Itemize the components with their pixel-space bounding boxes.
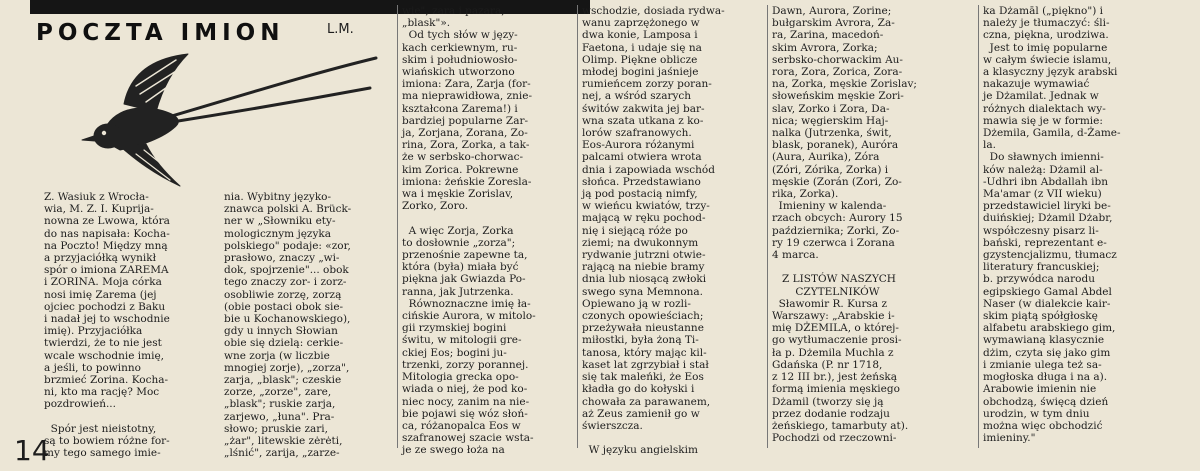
column-divider <box>767 5 768 448</box>
author-initials: L.M. <box>327 22 354 37</box>
swallow-illustration <box>80 52 380 190</box>
text-column-6: ka Dżamāl („piękno") i należy je tłumaczyć: śli- czna, piękna, urodziwa. Jest to imię popularne w całym świecie islamu, a klasyczny język arabski nakazuje wymawiać je Dżamilat. Jednak w różnych dialektach wy- mawia się je w formie: Dżemila, Gamila, d-Żame- la. Do sławnych imienni- ków należą: Dżamil al- -Udhri ibn Abdallah ibn Ma'amar (z VII wieku) przedstawiciel liryki be- duińskiej; Dżamil Dżabr, współczesny pisarz li- bański, reprezentant e- gzystencjalizmu, tłumacz literatury francuskiej; b. przywódca narodu egipskiego Gamal Abdel Naser (w dialekcie kair- skim piątą spółgłoskę alfabetu arabskiego gim, wymawianą klasycznie dżim, czyta się jako gim i zmianie ulega też sa- mogłoska długa i na a). Arabowie imienin nie obchodzą, święcą dzień urodzin, w tym dniu można więc obchodzić imieniny." <box>983 5 1121 445</box>
column-divider <box>577 5 578 448</box>
text-column-5: Dawn, Aurora, Zorine; bułgarskim Avrora, Za- ra, Zarina, macedoń- skim Avrora, Zorka; serbsko-chorwackim Au- rora, Zora, Zorica, Zora- na, Zorka, męskie Zorislav; słoweńskim męskie Zori- slav, Zorko i Zora, Da- nica; węgierskim Haj- nalka (Jutrzenka, świt, blask, poranek), Auróra (Aura, Aurika), Zóra (Zóri, Zórika, Zorka) i męskie (Zorán (Zori, Zo- rika, Zorka). Imieniny w kalenda- rzach obcych: Aurory 15 października; Zorki, Zo- ry 19 czerwca i Zorana 4 marca. Z LISTÓW NASZYCH CZYTELNIKÓW Sławomir R. Kursa z Warszawy: „Arabskie i- mię DŻEMILA, o której- go wytłumaczenie prosi- ła p. Dżemila Muchla z Gdańska (P. nr 1718, z 12 III br.), jest żeńską formą imienia męskiego Dżamil (tworzy się ją przez dodanie rodzaju żeńskiego, tamarbuty at). Pochodzi od rzeczowni- <box>772 5 917 445</box>
text-column-2: nia. Wybitny języko- znawca polski A. Brück- ner w „Słowniku ety- mologicznym języka polskiego" podaje: «zor, prasłowo, znaczy „wi- dok, spojrzenie"... obok tego znaczy zor- i zorz- osobliwie zorzę, zorzą (obie postaci obok sie- bie u Kochanowskiego), gdy u innych Słowian obie się dzielą: cerkie- wne zorja (w liczbie mnogiej zorje), „zorza", zarja, „blask"; czeskie zorze, „zorze", zare, „blask"; ruskie zarja, zarjewo, „łuna". Pra- słowo; pruskie zari, „żar", litewskie zėrėti, „lśnić", zarija, „zarze- <box>224 191 352 460</box>
page-number: 14 <box>14 434 50 467</box>
text-column-4: wschodzie, dosiada rydwa- wanu zaprzężonego w dwa konie, Lamposa i Faetona, i udaje się na Olimp. Piękne oblicze młodej bogini jaśnieje rumieńcem zorzy poran- nej, a wśród szarych świtów zakwita jej bar- wna szata utkana z ko- lorów szafranowych. Eos-Aurora różanymi palcami otwiera wrota dnia i zapowiada wschód słońca. Przedstawiano ją pod postacią nimfy, w wieńcu kwiatów, trzy- mającą w ręku pochod- nię i siejącą róże po ziemi; na dwukonnym rydwanie jutrzni otwie- rającą na niebie bramy dnia lub niosącą zwłoki swego syna Memnona. Opiewano ją w rozli- czonych opowieściach; przeżywała nieustanne miłostki, była żoną Ti- tanosa, który mając kil- kaset lat zgrzybiał i stał się tak maleńki, że Eos kładła go do kołyski i chowała za parawanem, aż Zeus zamienił go w świerszcza. W języku angielskim <box>582 5 725 457</box>
column-divider <box>397 5 398 448</box>
text-column-1: Z. Wasiuk z Wrocła- wia, M. Z. I. Kuprija- nowna ze Lwowa, która do nas napisała: Kocha- na Poczto! Między mną a przyjaciółką wynikł spór o imiona ZAREMA i ZORINA. Moja córka nosi imię Zarema (jej ojciec pochodzi z Baku i nadał jej to wschodnie imię). Przyjaciółka twierdzi, że to nie jest wcale wschodnie imię, a jeśli, to powinno brzmieć Zorina. Kocha- ni, kto ma rację? Moc pozdrowień... Spór jest nieistotny, są to bowiem różne for- my tego samego imie- <box>44 191 170 460</box>
text-column-3: wie", zara i pazara, „blask"». Od tych słów w języ- kach cerkiewnym, ru- skim i południowosło- wiańskich utworzono imiona: Zara, Zarja (for- ma nieprawidłowa, znie- kształcona Zarema!) i bardziej popularne Zar- ja, Zorjana, Zorana, Zo- rina, Zora, Zorka, a tak- że w serbsko-chorwac- kim Zorica. Pokrewne imiona: żeńskie Zoresla- wa i męskie Zorislav, Zorko, Zoro. A więc Zorja, Zorka to dosłownie „zorza"; przenośnie zapewne ta, która (była) miała być piękna jak Gwiazda Po- ranna, jak Jutrzenka. Równoznaczne imię ła- cińskie Aurora, w mitolo- gii rzymskiej bogini świtu, w mitologii gre- ckiej Eos; bogini ju- trzenki, zorzy porannej. Mitologia grecka opo- wiada o niej, że pod ko- niec nocy, zanim na nie- bie pojawi się wóz słoń- ca, różanopalca Eos w szafranowej szacie wsta- je ze swego łoża na <box>402 5 536 457</box>
column-title: POCZTA IMION <box>36 20 285 46</box>
column-divider <box>978 5 979 448</box>
